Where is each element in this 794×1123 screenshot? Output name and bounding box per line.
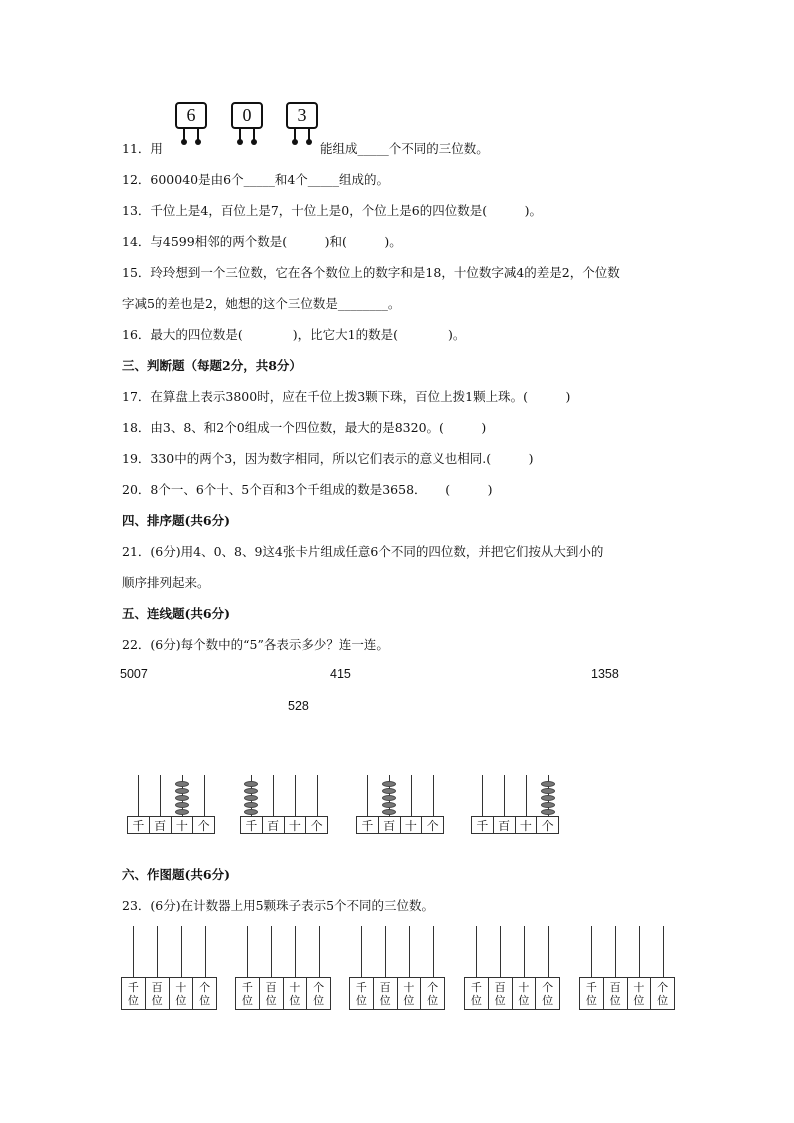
counter-place-label: 十 位 <box>512 978 536 1009</box>
abacus-bead <box>382 802 396 808</box>
abacus-place-label: 个 <box>421 817 443 833</box>
abacus-base <box>127 816 215 834</box>
number-5007: 5007 <box>120 667 148 681</box>
counter-base <box>464 977 560 1010</box>
q15-line1: 15．玲玲想到一个三位数，它在各个数位上的数字和是18，十位数字减4的差是2，个位数 <box>122 265 620 280</box>
counter-rod <box>385 926 386 977</box>
abacus-place-label: 十 <box>515 817 537 833</box>
counter-rod <box>361 926 362 977</box>
abacus-rod <box>204 775 205 816</box>
counter-rod <box>433 926 434 977</box>
counter-rod <box>181 926 182 977</box>
abacus-rod <box>138 775 139 816</box>
q18: 18．由3、8、和2个0组成一个四位数，最大的是8320。( ) <box>122 420 487 435</box>
counter-rod <box>409 926 410 977</box>
counter-rod <box>271 926 272 977</box>
abacus-bead <box>244 809 258 815</box>
number-card: 3 <box>286 102 318 129</box>
counter-rod <box>663 926 664 977</box>
counter-place-label: 百 位 <box>145 978 169 1009</box>
abacus-rod <box>295 775 296 816</box>
q22: 22．(6分)每个数中的“5”各表示多少？连一连。 <box>122 637 389 652</box>
section-6-heading: 六、作图题(共6分) <box>122 867 231 882</box>
counter-place-label: 百 位 <box>259 978 283 1009</box>
q15-line2: 字减5的差也是2，她想的这个三位数是________。 <box>122 296 401 311</box>
counter-rod <box>247 926 248 977</box>
counter-place-label: 千 位 <box>470 981 482 1007</box>
number-415: 415 <box>330 667 351 681</box>
abacus-place-label: 千 <box>132 818 145 833</box>
abacus-place-label: 百 <box>493 817 515 833</box>
abacus-place-label: 千 <box>476 818 489 833</box>
abacus-rod <box>482 775 483 816</box>
counter-rod <box>319 926 320 977</box>
counter-place-label: 个 位 <box>535 978 559 1009</box>
abacus-rod <box>317 775 318 816</box>
counter-rod <box>157 926 158 977</box>
abacus-place-label: 个 <box>305 817 327 833</box>
counter-place-label: 十 位 <box>169 978 193 1009</box>
abacus-place-label: 百 <box>149 817 171 833</box>
abacus-rod <box>273 775 274 816</box>
abacus-place-label: 个 <box>536 817 558 833</box>
section-4-heading: 四、排序题(共6分) <box>122 513 231 528</box>
abacus-bead <box>175 802 189 808</box>
counter-rod <box>591 926 592 977</box>
counter-rod <box>500 926 501 977</box>
counter-place-label: 千 位 <box>241 981 253 1007</box>
counter-rod <box>205 926 206 977</box>
abacus-bead <box>382 788 396 794</box>
counter-place-label: 百 位 <box>603 978 627 1009</box>
card-peg <box>195 139 201 145</box>
card-peg <box>306 139 312 145</box>
abacus-bead <box>175 781 189 787</box>
card-peg <box>251 139 257 145</box>
number-528: 528 <box>288 699 309 713</box>
abacus-rod <box>160 775 161 816</box>
abacus-rod <box>367 775 368 816</box>
counter-place-label: 个 位 <box>650 978 674 1009</box>
q21-line2: 顺序排列起来。 <box>122 575 210 590</box>
q20: 20．8个一、6个十、5个百和3个千组成的数是3658． ( ) <box>122 482 493 497</box>
counter-rod <box>548 926 549 977</box>
counter-place-label: 个 位 <box>306 978 330 1009</box>
abacus-rod <box>526 775 527 816</box>
counter-place-label: 个 位 <box>192 978 216 1009</box>
q16: 16．最大的四位数是( )，比它大1的数是( )。 <box>122 327 466 342</box>
abacus-bead <box>541 795 555 801</box>
counter-rod <box>476 926 477 977</box>
counter-rod <box>639 926 640 977</box>
abacus-bead <box>244 788 258 794</box>
abacus-place-label: 十 <box>400 817 422 833</box>
counter-place-label: 十 位 <box>627 978 651 1009</box>
abacus-bead <box>382 795 396 801</box>
counter-place-label: 千 位 <box>585 981 597 1007</box>
section-5-heading: 五、连线题(共6分) <box>122 606 231 621</box>
counter-base <box>235 977 331 1010</box>
abacus-bead <box>382 781 396 787</box>
abacus-place-label: 十 <box>284 817 306 833</box>
counter-place-label: 十 位 <box>283 978 307 1009</box>
abacus-place-label: 千 <box>245 818 258 833</box>
abacus-rod <box>504 775 505 816</box>
abacus-bead <box>382 809 396 815</box>
counter-place-label: 十 位 <box>397 978 421 1009</box>
abacus-rod <box>411 775 412 816</box>
counter-base <box>349 977 445 1010</box>
abacus-bead <box>541 809 555 815</box>
number-1358: 1358 <box>591 667 619 681</box>
abacus-bead <box>541 781 555 787</box>
abacus-bead <box>541 788 555 794</box>
counter-place-label: 千 位 <box>355 981 367 1007</box>
q17: 17．在算盘上表示3800时，应在千位上拨3颗下珠，百位上拨1颗上珠。( ) <box>122 389 571 404</box>
abacus-place-label: 个 <box>192 817 214 833</box>
card-peg <box>181 139 187 145</box>
abacus-base <box>471 816 559 834</box>
card-peg <box>292 139 298 145</box>
counter-rod <box>524 926 525 977</box>
abacus-bead <box>175 788 189 794</box>
abacus-bead <box>175 809 189 815</box>
section-3-heading: 三、判断题（每题2分，共8分） <box>122 358 302 373</box>
abacus-bead <box>244 781 258 787</box>
q13: 13．千位上是4，百位上是7，十位上是0，个位上是6的四位数是( )。 <box>122 203 542 218</box>
abacus-place-label: 十 <box>171 817 193 833</box>
q12: 12．600040是由6个_____和4个_____组成的。 <box>122 172 390 187</box>
counter-place-label: 个 位 <box>420 978 444 1009</box>
counter-base <box>579 977 675 1010</box>
abacus-bead <box>244 795 258 801</box>
counter-rod <box>295 926 296 977</box>
q23: 23．(6分)在计数器上用5颗珠子表示5个不同的三位数。 <box>122 898 435 913</box>
q11-prefix: 11．用 <box>122 141 163 156</box>
abacus-place-label: 百 <box>378 817 400 833</box>
q11-suffix: 能组成_____个不同的三位数。 <box>320 141 489 156</box>
abacus-base <box>240 816 328 834</box>
abacus-place-label: 千 <box>361 818 374 833</box>
card-peg <box>237 139 243 145</box>
q19: 19．330中的两个3，因为数字相同，所以它们表示的意义也相同.( ) <box>122 451 534 466</box>
abacus-place-label: 百 <box>262 817 284 833</box>
number-card: 0 <box>231 102 263 129</box>
abacus-bead <box>244 802 258 808</box>
number-card: 6 <box>175 102 207 129</box>
q14: 14．与4599相邻的两个数是( )和( )。 <box>122 234 402 249</box>
counter-rod <box>615 926 616 977</box>
counter-place-label: 千 位 <box>127 981 139 1007</box>
abacus-bead <box>541 802 555 808</box>
counter-rod <box>133 926 134 977</box>
counter-base <box>121 977 217 1010</box>
q21-line1: 21．(6分)用4、0、8、9这4张卡片组成任意6个不同的四位数，并把它们按从大到小的 <box>122 544 604 559</box>
abacus-base <box>356 816 444 834</box>
abacus-bead <box>175 795 189 801</box>
counter-place-label: 百 位 <box>488 978 512 1009</box>
counter-place-label: 百 位 <box>373 978 397 1009</box>
abacus-rod <box>433 775 434 816</box>
